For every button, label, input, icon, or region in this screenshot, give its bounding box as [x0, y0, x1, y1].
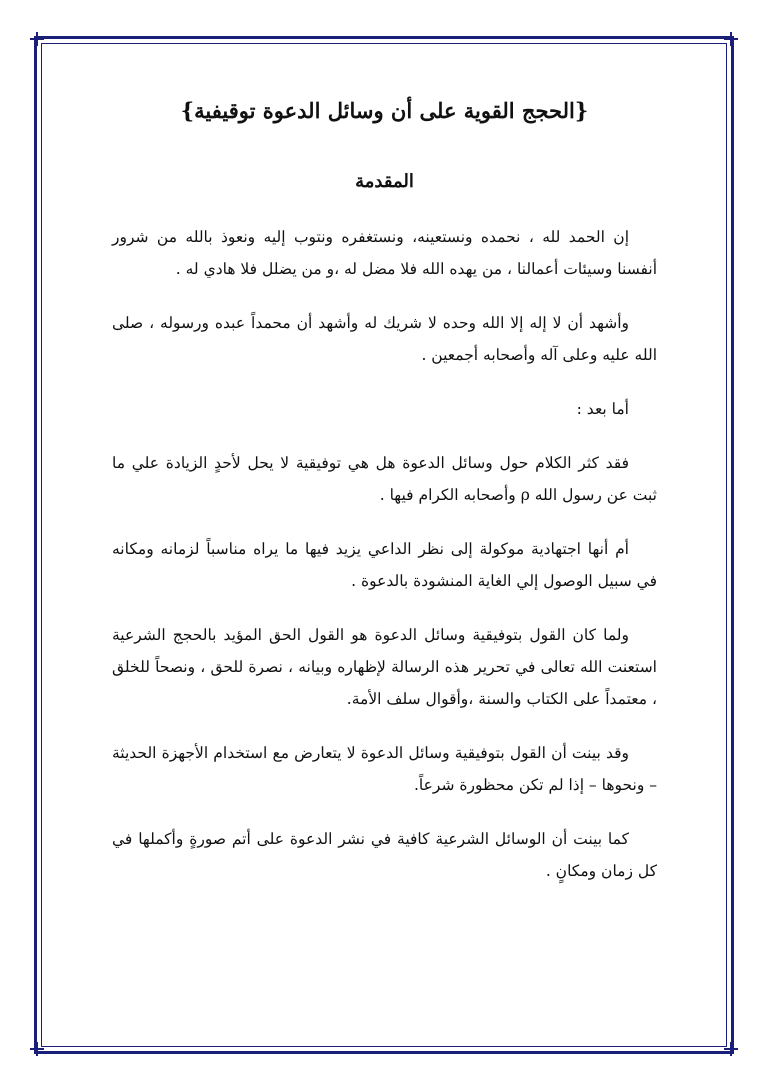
paragraph-6: ولما كان القول بتوفيقية وسائل الدعوة هو القول الحق المؤيد بالحجج الشرعية استعنت الله تعالى في تحرير هذه الرسالة لإظهاره وبيانه ، نصرة للحق ، ونصحاً للخلق ، معتمداً على الكتاب والسنة ،وأقوال سلف الأمة. [112, 625, 657, 708]
corner-ornament-bottom-right [724, 1042, 738, 1056]
corner-ornament-bottom-left [30, 1042, 44, 1056]
paragraph-2: وأشهد أن لا إله إلا الله وحده لا شريك له وأشهد أن محمداً عبده ورسوله ، صلى الله عليه وعلى آله وأصحابه أجمعين . [112, 313, 657, 364]
paragraph-1: إن الحمد لله ، نحمده ونستعينه، ونستغفره ونتوب إليه ونعوذ بالله من شرور أنفسنا وسيئات أعمالنا ، من يهده الله فلا مضل له ،و من يضلل فلا هادي له . [112, 227, 657, 278]
paragraph-3: أما بعد : [576, 399, 629, 418]
document-title: {الحجج القوية على أن وسائل الدعوة توقيفية} [180, 98, 589, 123]
paragraph-8: كما بينت أن الوسائل الشرعية كافية في نشر الدعوة على أتم صورةٍ وأكملها في كل زمان ومكانٍ . [112, 829, 657, 880]
corner-ornament-top-right [724, 32, 738, 46]
paragraph-4: فقد كثر الكلام حول وسائل الدعوة هل هي توفيقية لا يحل لأحدٍ الزيادة علي ما ثبت عن رسول الله ρ وأصحابه الكرام فيها . [112, 453, 657, 504]
paragraph-7: وقد بينت أن القول بتوفيقية وسائل الدعوة لا يتعارض مع استخدام الأجهزة الحديثة – ونحوها – إذا لم تكن محظورة شرعاً. [112, 743, 657, 794]
document-body [112, 96, 657, 909]
section-heading-introduction: المقدمة [355, 171, 414, 193]
paragraph-5: أم أنها اجتهادية موكولة إلى نظر الداعي يزيد فيها ما يراه مناسباً لزمانه ومكانه في سبيل الوصول إلي الغاية المنشودة بالدعوة . [112, 539, 657, 590]
corner-ornament-top-left [30, 32, 44, 46]
